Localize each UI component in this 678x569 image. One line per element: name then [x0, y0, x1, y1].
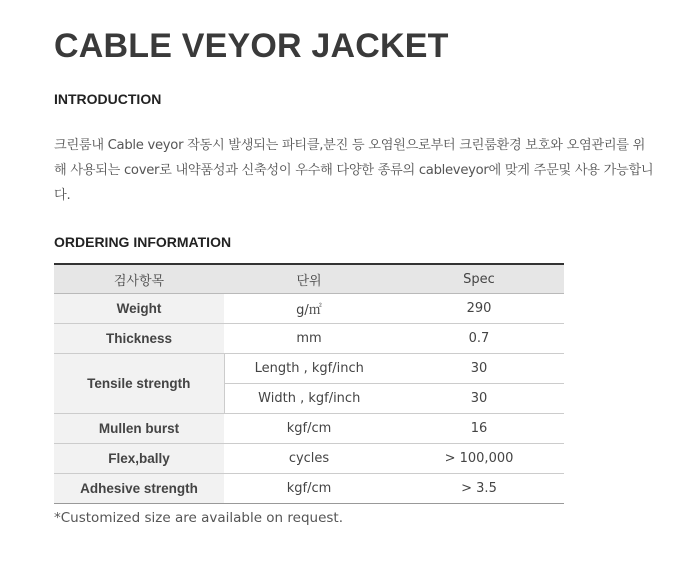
footnote: *Customized size are available on request.: [54, 510, 344, 526]
item-cell: Tensile strength: [54, 354, 224, 414]
ordering-information-heading: ORDERING INFORMATION: [54, 234, 232, 250]
table-row: [54, 474, 564, 504]
unit-cell: Length , kgf/inch: [224, 354, 394, 384]
item-cell: Mullen burst: [54, 414, 224, 444]
spec-cell: 290: [394, 294, 564, 324]
item-cell: Thickness: [54, 324, 224, 354]
spec-cell: 30: [394, 384, 564, 414]
spec-cell: > 100,000: [394, 444, 564, 474]
column-header-unit: 단위: [224, 264, 394, 294]
table-row: [54, 444, 564, 474]
introduction-heading: INTRODUCTION: [54, 91, 162, 107]
table-row: [54, 414, 564, 444]
column-header-spec: Spec: [394, 264, 564, 294]
table-row: [54, 294, 564, 324]
unit-cell: g/㎡: [224, 294, 394, 324]
table-row: [54, 324, 564, 354]
unit-cell: mm: [224, 324, 394, 354]
spec-cell: 16: [394, 414, 564, 444]
unit-cell: cycles: [224, 444, 394, 474]
table-header-row: [54, 264, 564, 294]
item-cell: Weight: [54, 294, 224, 324]
item-cell: Flex,bally: [54, 444, 224, 474]
introduction-text: 크린룸내 Cable veyor 작동시 발생되는 파티클,분진 등 오염원으로부터 크린룸환경 보호와 오염관리를 위해 사용되는 cover로 내약품성과 신축성이 우수해 다양한 종류의 cableveyor에 맞게 주문및 사용 가능합니다.: [54, 138, 654, 203]
spec-cell: 30: [394, 354, 564, 384]
table-row: [54, 354, 564, 384]
spec-cell: 0.7: [394, 324, 564, 354]
item-cell: Adhesive strength: [54, 474, 224, 504]
unit-cell: Width , kgf/inch: [224, 384, 394, 414]
spec-table: [54, 263, 564, 504]
unit-cell: kgf/cm: [224, 474, 394, 504]
spec-cell: > 3.5: [394, 474, 564, 504]
page-title: CABLE VEYOR JACKET: [54, 27, 449, 65]
column-header-item: 검사항목: [54, 264, 224, 294]
unit-cell: kgf/cm: [224, 414, 394, 444]
